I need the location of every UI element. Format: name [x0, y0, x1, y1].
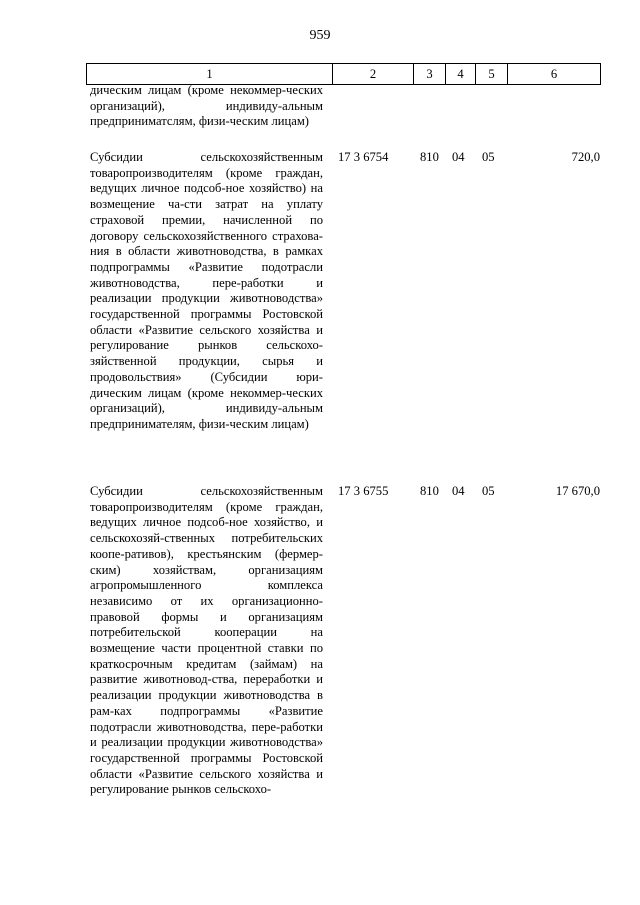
- column-header-5: 5: [476, 64, 508, 84]
- row-description: Субсидии сельскохозяйственным товаропроизводителям (кроме граждан, ведущих личное подсоб-ное хозяйство, и сельскохозяй-ственных потребительских коопе-ративов), крестьянским (фермер-ским) хозяйствам, организациям агропромышленного комплекса независимо от их организационно-правовой формы и организациям потребительской кооперации на возмещение части процентной ставки по краткосрочным кредитам (займам) на развитие животновод-ства, переработки и реализации продукции животноводства в рам-ках подпрограммы «Развитие подотрасли животноводства, пере-работки и реализации продукции животноводства» государственной программы Ростовской области «Развитие сельского хозяйства и регулирование рынков сельскохо-: [90, 484, 323, 797]
- row-expense-type: 810: [420, 150, 439, 164]
- budget-table: [86, 63, 601, 834]
- column-header-1: 1: [87, 64, 333, 84]
- page-number: 959: [309, 28, 331, 43]
- table-row: [86, 484, 601, 834]
- column-header-4: 4: [446, 64, 476, 84]
- column-header-2: 2: [333, 64, 414, 84]
- column-header-3: 3: [414, 64, 446, 84]
- row-section: 04: [452, 484, 465, 498]
- row-target-code: 17 3 6755: [338, 484, 389, 498]
- row-expense-type: 810: [420, 484, 439, 498]
- row-section: 04: [452, 150, 465, 164]
- column-header-6: 6: [550, 67, 558, 81]
- row-subsection: 05: [482, 484, 495, 498]
- row-target-code: 17 3 6754: [338, 150, 389, 164]
- row-subsection: 05: [482, 150, 495, 164]
- table-row-continuation: [86, 85, 601, 147]
- table-header: [86, 63, 601, 85]
- row-amount: 17 670,0: [555, 484, 600, 498]
- row-amount: 720,0: [571, 150, 600, 164]
- row-description: дическим лицам (кроме некоммер-ческих организаций), индивиду-альным предприниматслям, физи-ческим лицам): [90, 83, 323, 129]
- row-description: Субсидии сельскохозяйственным товаропроизводителям (кроме граждан, ведущих личное подсоб-ное хозяйство) на возмещение ча-сти затрат на уплату страховой премии, начисленной по договору сельскохозяйственного страхова-ния в области животноводства, в рамках подпрограммы «Развитие подотрасли животноводства, пере-работки и реализации продукции животноводства» государственной программы Ростовской области «Развитие сельского хозяйства и регулирование рынков сельскохо-зяйственной продукции, сырья и продовольствия» (Субсидии юри-дическим лицам (кроме некоммер-ческих организаций), индивиду-альным предпринимателям, физи-ческим лицам): [90, 150, 323, 431]
- table-row: [86, 150, 601, 484]
